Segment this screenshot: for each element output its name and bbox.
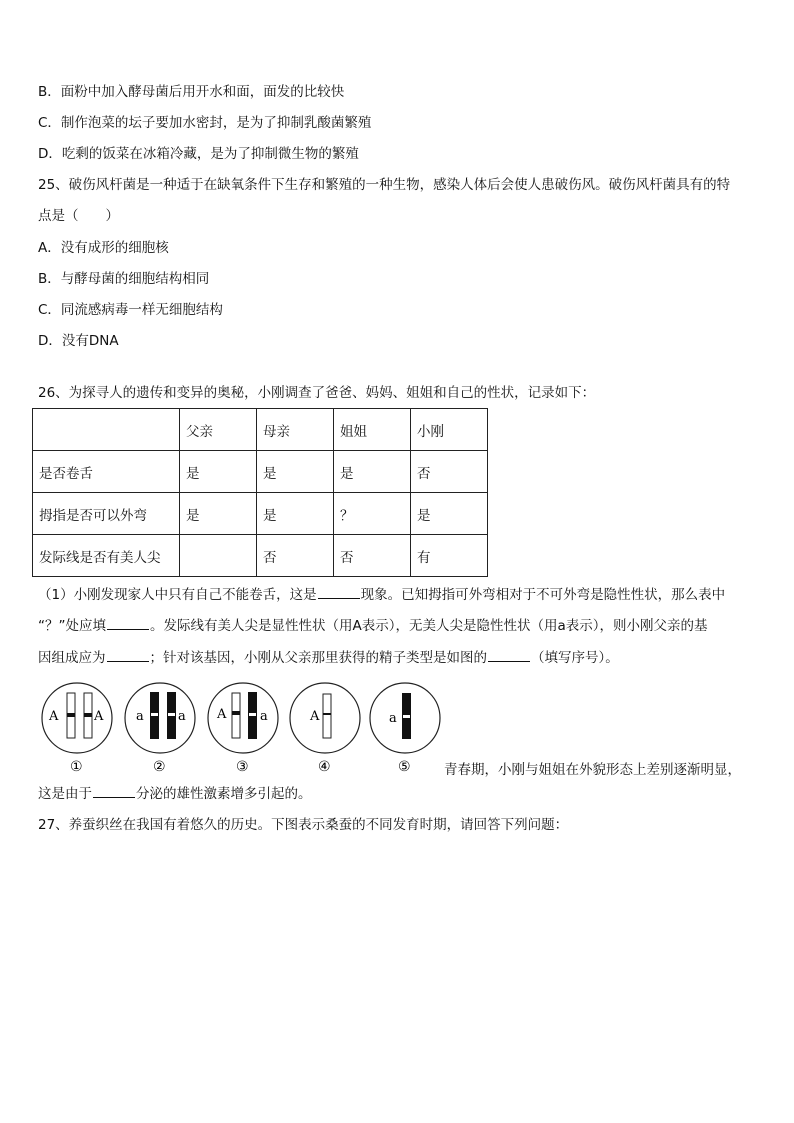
table-cell: 是 <box>180 451 257 493</box>
table-cell: ？ <box>334 493 411 535</box>
table-cell: 否 <box>411 451 488 493</box>
gene-label: A <box>49 709 59 724</box>
table-cell: 是否卷舌 <box>33 451 180 493</box>
cell-4 <box>290 683 360 774</box>
q26-text: （1）小刚发现家人中只有自己不能卷舌，这是 <box>38 587 317 603</box>
table-cell <box>180 535 257 577</box>
table-cell: 是 <box>257 451 334 493</box>
gene-label: a <box>260 709 268 724</box>
gene-label: A <box>217 707 227 722</box>
cell-1 <box>42 683 112 774</box>
q26-part2-text: 青春期，小刚与姐姐在外貌形态上差别逐渐明显， <box>444 762 741 778</box>
answer-blank[interactable] <box>93 783 135 798</box>
option-b-prev: B．面粉中加入酵母菌后用开水和面，面发的比较快 <box>38 84 345 100</box>
q25-option-b: B．与酵母菌的细胞结构相同 <box>38 271 210 287</box>
q26-text: 现象。已知拇指可外弯相对于不可外弯是隐性性状，那么表中 <box>360 587 726 603</box>
figure-label: ④ <box>318 759 331 774</box>
q26-text: 分泌的雄性激素增多引起的。 <box>136 786 312 802</box>
q26-text: 。发际线有美人尖是显性性状（用A表示），无美人尖是隐性性状（用a表示），则小刚父亲的基 <box>150 618 708 634</box>
gene-label: A <box>94 709 104 724</box>
table-cell: 是 <box>411 493 488 535</box>
table-cell: 母亲 <box>257 409 334 451</box>
table-cell <box>33 409 180 451</box>
trait-table <box>32 408 488 577</box>
table-cell: 有 <box>411 535 488 577</box>
cell-3 <box>208 683 278 774</box>
table-cell: 是 <box>257 493 334 535</box>
gene-label: a <box>136 709 144 724</box>
answer-blank[interactable] <box>107 615 149 630</box>
q26-part1-line2 <box>38 615 708 636</box>
q25-stem-line1: 25、破伤风杆菌是一种适于在缺氧条件下生存和繁殖的一种生物，感染人体后会使人患破伤风。破伤风杆菌具有的特 <box>38 177 731 193</box>
q25-option-a: A．没有成形的细胞核 <box>38 240 169 256</box>
cell-5 <box>370 683 440 774</box>
q27-stem: 27、养蚕织丝在我国有着悠久的历史。下图表示桑蚕的不同发育时期，请回答下列问题： <box>38 817 569 833</box>
q26-stem: 26、为探寻人的遗传和变异的奥秘，小刚调查了爸爸、妈妈、姐姐和自己的性状，记录如下： <box>38 385 596 401</box>
gene-label: A <box>310 709 320 724</box>
figure-label: ② <box>153 759 166 774</box>
table-cell: 否 <box>334 535 411 577</box>
table-cell: 否 <box>257 535 334 577</box>
answer-blank[interactable] <box>318 584 360 599</box>
table-cell: 小刚 <box>411 409 488 451</box>
q25-stem-line2: 点是（ ） <box>38 208 119 224</box>
gene-label: a <box>178 709 186 724</box>
table-cell: 发际线是否有美人尖 <box>33 535 180 577</box>
q25-option-c: C．同流感病毒一样无细胞结构 <box>38 302 223 318</box>
figure-label: ③ <box>236 759 249 774</box>
table-row <box>33 535 488 577</box>
answer-blank[interactable] <box>107 647 149 662</box>
q25-option-d: D．没有DNA <box>38 333 119 349</box>
table-cell: 是 <box>180 493 257 535</box>
chromosome-figure <box>40 682 442 774</box>
q26-part1-line3 <box>38 647 619 668</box>
table-cell: 拇指是否可以外弯 <box>33 493 180 535</box>
table-cell: 姐姐 <box>334 409 411 451</box>
figure-label: ⑤ <box>398 759 411 774</box>
q26-text: ；针对该基因，小刚从父亲那里获得的精子类型是如图的 <box>149 650 487 666</box>
table-row <box>33 493 488 535</box>
option-d-prev: D．吃剩的饭菜在冰箱冷藏，是为了抑制微生物的繁殖 <box>38 146 359 162</box>
table-header-row <box>33 409 488 451</box>
q26-part2-line2 <box>38 783 312 804</box>
q26-text: 因组成应为 <box>38 650 106 666</box>
table-row <box>33 451 488 493</box>
gene-label: a <box>389 711 397 726</box>
option-c-prev: C．制作泡菜的坛子要加水密封，是为了抑制乳酸菌繁殖 <box>38 115 372 131</box>
table-cell: 是 <box>334 451 411 493</box>
answer-blank[interactable] <box>488 647 530 662</box>
table-cell: 父亲 <box>180 409 257 451</box>
q26-text: “？”处应填 <box>38 618 106 634</box>
q26-text: 这是由于 <box>38 786 92 802</box>
q26-part1-line1 <box>38 584 725 605</box>
q26-text: （填写序号）。 <box>531 650 619 666</box>
cell-2 <box>125 683 195 774</box>
figure-label: ① <box>70 759 83 774</box>
